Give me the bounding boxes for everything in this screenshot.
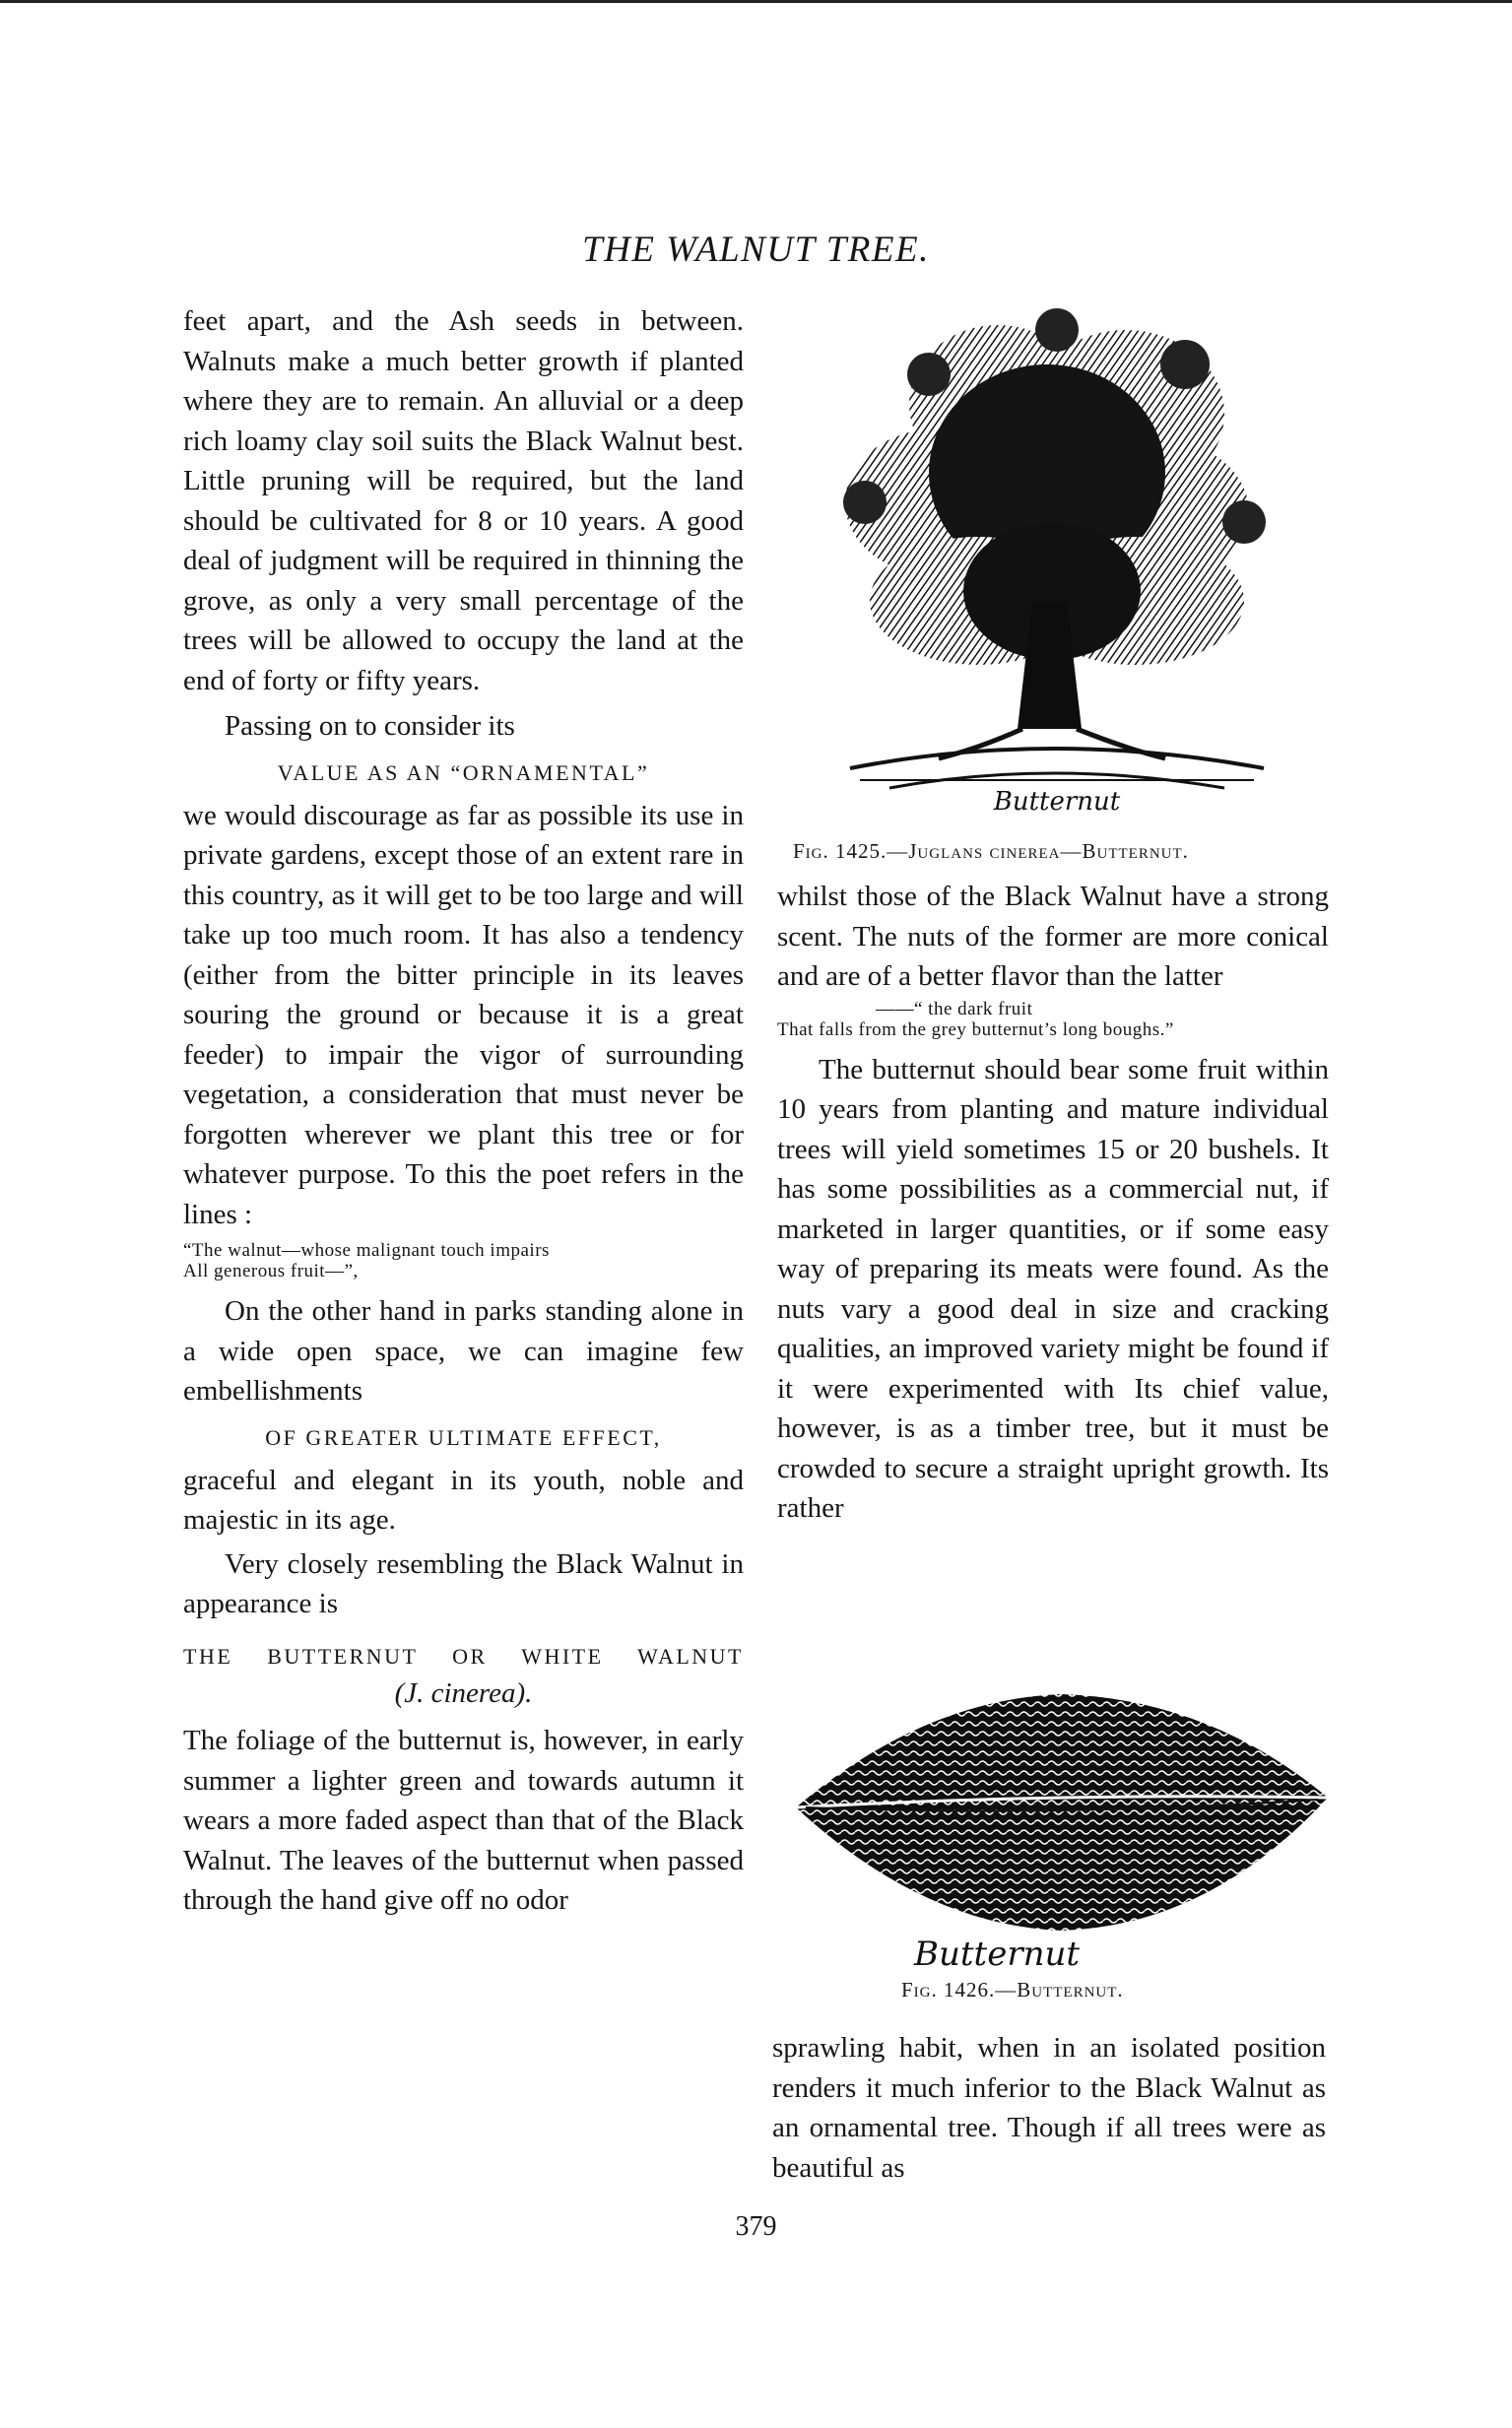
signature: Butternut [914, 1935, 1081, 1974]
figure-caption: Fig. 1425.—Juglans cinerea—Butternut. [793, 839, 1189, 863]
paragraph: we would discourage as far as possible its use in private gardens, except those of an extent rare in this country, as it will get to be too large and will take up too much room. It has also a tendency (either from the bitter principle in its leaves souring the ground or because it is a great feeder) to impair the vigor of surrounding vegetation, a consideration that must never be forgotten wherever we plant this tree or for whatever purpose. To this the poet refers in the lines : [183, 799, 744, 1230]
page-number: 379 [735, 2211, 777, 2242]
right-column-bottom [772, 2028, 1326, 2188]
quote-line: That falls from the grey butternut’s long boughs.” [777, 1018, 1174, 1040]
paragraph: Passing on to consider its [225, 710, 515, 742]
left-column [183, 301, 744, 1921]
top-rule [0, 0, 1512, 3]
paragraph: Very closely resembling the Black Walnut in appearance is [183, 1547, 744, 1619]
section-heading: THE BUTTERNUT OR WHITE WALNUT [183, 1643, 744, 1669]
running-head: THE WALNUT TREE. [582, 230, 930, 270]
figure-caption: Fig. 1426.—Butternut. [901, 1978, 1124, 2001]
right-column-top [777, 877, 1329, 1529]
signature: Butternut [993, 787, 1121, 817]
poem-quote [183, 1240, 744, 1281]
paragraph: graceful and elegant in its youth, noble and majestic in its age. [183, 1464, 744, 1536]
quote-line: ——“ the dark fruit [876, 998, 1033, 1019]
butternut-tree-drawing [830, 305, 1274, 818]
tree-illustration [830, 305, 1274, 818]
paragraph: whilst those of the Black Walnut have a strong scent. The nuts of the former are more conical and are of a better flavor than the latter [777, 881, 1329, 992]
paragraph: The foliage of the butternut is, however, in early summer a lighter green and towards autumn it wears a more faded aspect than that of the Black Walnut. The leaves of the butternut when passed through the hand give off no odor [183, 1725, 744, 1916]
paragraph: On the other hand in parks standing alone in a wide open space, we can imagine few embellishments [183, 1295, 744, 1407]
section-subheading: (J. cinerea). [394, 1676, 533, 1709]
paragraph: feet apart, and the Ash seeds in between. Walnuts make a much better growth if planted where they are to remain. An alluvial or a deep rich loamy clay soil suits the Black Walnut best. Little pruning will be required, but the land should be cultivated for 8 or 10 years. A good deal of judgment will be required in thinning the grove, as only a very small percentage of the trees will be allowed to occupy the land at the end of forty or fifty years. [183, 305, 744, 696]
quote-line: “The walnut—whose malignant touch impairs [183, 1240, 550, 1261]
butternut-illustration [786, 1660, 1338, 1985]
paragraph: The butternut should bear some fruit within 10 years from planting and mature individual trees will yield sometimes 15 or 20 bushels. It has some possibilities as a commercial nut, if marketed in larger quantities, or if some easy way of preparing its meats were found. As the nuts vary a good deal in size and cracking qualities, an improved variety might be found if it were experimented with Its chief value, however, is as a timber tree, but it must be crowded to secure a straight upright growth. Its rather [777, 1053, 1329, 1524]
poem-quote [777, 999, 1329, 1040]
paragraph: sprawling habit, when in an isolated position renders it much inferior to the Black Walnut as an ornamental tree. Though if all trees were as beautiful as [772, 2032, 1326, 2184]
section-heading: OF GREATER ULTIMATE EFFECT, [265, 1424, 662, 1450]
section-heading: VALUE AS AN “ORNAMENTAL” [277, 759, 650, 785]
quote-line: All generous fruit—”, [183, 1261, 359, 1281]
butternut-nut-drawing [786, 1660, 1338, 1985]
